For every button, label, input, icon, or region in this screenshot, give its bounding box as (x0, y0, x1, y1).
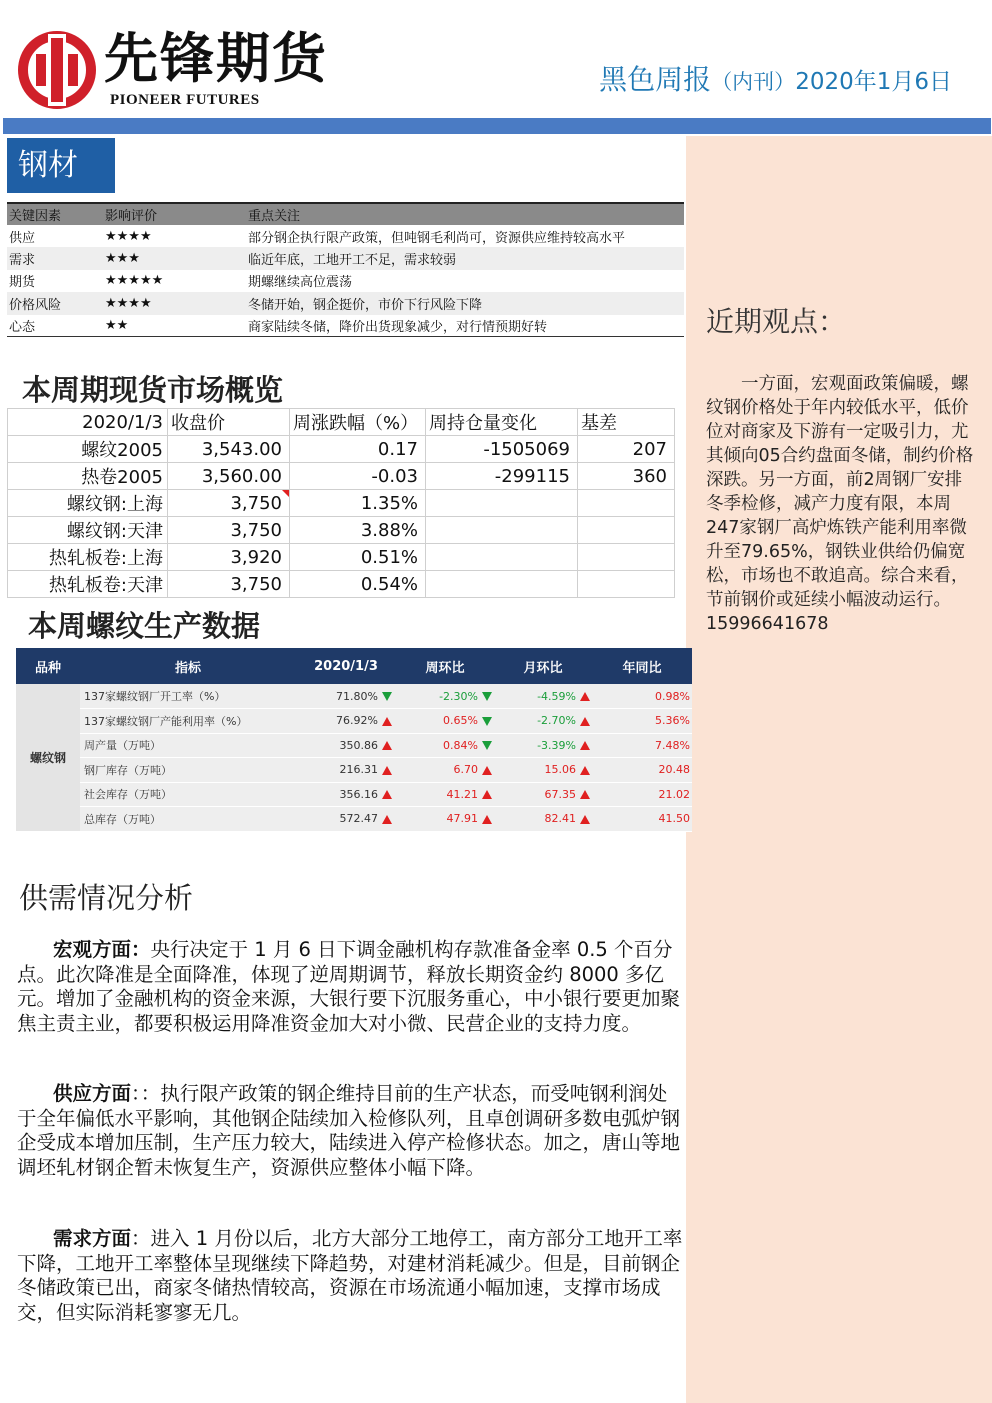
indicator-cell: 137家螺纹钢厂产能利用率（%） (80, 709, 296, 734)
value-text: 350.86 (339, 738, 378, 752)
sidebar-text-body: 一方面，宏观面政策偏暖，螺纹钢价格处于年内较低水平，低价位对商家及下游有一定吸引力，尤其倾向05合约盘面冬储，制约价格深跌。另一方面，前2周钢厂安排冬季检修，减产力度有限，本周247家钢厂高炉炼铁产能利用率微升至79.65%，钢铁业供给仍偏宽松，市场也不敢追高。综合来看，节前钢价或延续小幅波动运行。15996641678 (706, 374, 974, 634)
basis-cell (578, 517, 675, 544)
wow-text: 6.70 (453, 763, 478, 777)
table-header-cell: 周涨跌幅（%） (290, 409, 426, 436)
arrow-down-icon (382, 692, 392, 701)
wow-text: 0.84% (443, 738, 478, 752)
yoy-cell: 7.48% (592, 733, 692, 758)
arrow-up-icon (482, 790, 492, 799)
wow-cell (396, 807, 494, 832)
factor-cell: 心态 (7, 315, 103, 337)
demand-paragraph (17, 1227, 683, 1325)
value-cell (296, 733, 396, 758)
change-cell: 1.35% (290, 490, 426, 517)
report-title-sub: （内刊） (711, 70, 796, 94)
table-row (16, 782, 692, 807)
sidebar-title: 近期观点： (706, 305, 847, 338)
value-text: 216.31 (339, 763, 378, 777)
mom-cell (494, 733, 592, 758)
rating-cell: ★★★★ (103, 292, 246, 314)
production-header-row (16, 648, 692, 684)
table-row (8, 571, 675, 598)
yoy-cell: 21.02 (592, 782, 692, 807)
arrow-up-icon (580, 766, 590, 775)
focus-cell: 部分钢企执行限产政策，但吨钢毛利尚可，资源供应维持较高水平 (248, 230, 626, 246)
basis-cell: 360 (578, 463, 675, 490)
wow-text: 41.21 (446, 787, 478, 801)
section-tag: 钢材 (7, 138, 115, 193)
wow-text: 0.65% (443, 714, 478, 728)
table-row (16, 684, 692, 709)
rating-cell: ★★★★★ (105, 273, 164, 289)
arrow-up-icon (482, 815, 492, 824)
wow-cell (396, 733, 494, 758)
arrow-up-icon (482, 766, 492, 775)
header-divider-bar (3, 118, 991, 134)
wow-cell (396, 709, 494, 734)
arrow-up-icon (580, 815, 590, 824)
contract-name-cell: 螺纹钢:天津 (8, 517, 168, 544)
table-header-cell: 收盘价 (168, 409, 290, 436)
close-price-cell: 3,560.00 (168, 463, 290, 490)
arrow-up-icon (382, 717, 392, 726)
wow-text: 47.91 (446, 812, 478, 826)
table-header-cell: 指标 (80, 648, 296, 684)
value-text: 76.92% (336, 714, 378, 728)
table-row (8, 436, 675, 463)
table-header-cell: 2020/1/3 (8, 409, 168, 436)
table-row (8, 544, 675, 571)
rating-cell: ★★★★ (105, 228, 152, 244)
macro-label: 宏观方面： (53, 938, 151, 961)
arrow-up-icon (580, 717, 590, 726)
factor-cell: 期货 (9, 275, 36, 291)
value-text: 356.16 (339, 787, 378, 801)
value-text: 71.80% (336, 689, 378, 703)
report-title-main: 黑色周报 (599, 63, 712, 96)
change-cell: 0.51% (290, 544, 426, 571)
table-row (7, 247, 684, 269)
indicator-cell: 137家螺纹钢厂开工率（%） (80, 684, 296, 709)
mom-text: -4.59% (537, 689, 576, 703)
market-header-row (8, 409, 675, 436)
focus-cell: 商家陆续冬储，降价出货现象减少，对行情预期好转 (246, 315, 684, 337)
indicator-cell: 社会库存（万吨） (80, 782, 296, 807)
table-row (7, 292, 684, 314)
supply-text: ：：执行限产政策的钢企维持目前的生产状态，而受吨钢利润处于全年偏低水平影响，其他钢企陆续加入检修队列，且卓创调研多数电弧炉钢企受成本增加压制，生产压力较大，陆续进入停产检修状态。加之，唐山等地调坯轧材钢企暂未恢复生产，资源供应整体小幅下降。 (17, 1082, 681, 1179)
arrow-up-icon (580, 741, 590, 750)
value-cell (296, 782, 396, 807)
sidebar-text (706, 372, 978, 636)
yoy-cell: 20.48 (592, 758, 692, 783)
indicator-cell: 总库存（万吨） (80, 807, 296, 832)
table-row (7, 225, 684, 247)
yoy-cell: 5.36% (592, 709, 692, 734)
factor-cell: 需求 (7, 247, 103, 269)
macro-paragraph (17, 938, 683, 1036)
mom-text: -2.70% (537, 714, 576, 728)
table-row (7, 315, 684, 337)
close-price-cell: 3,750 (168, 571, 290, 598)
mom-text: 15.06 (544, 763, 576, 777)
mom-text: 67.35 (544, 787, 576, 801)
basis-cell (578, 544, 675, 571)
table-row (16, 733, 692, 758)
arrow-up-icon (382, 741, 392, 750)
table-row (8, 463, 675, 490)
contract-name-cell: 螺纹2005 (8, 436, 168, 463)
key-factors-header-row (7, 203, 684, 225)
yoy-cell: 0.98% (592, 684, 692, 709)
arrow-up-icon (382, 815, 392, 824)
mom-cell (494, 758, 592, 783)
demand-label: 需求方面 (53, 1227, 132, 1250)
contract-name-cell: 热卷2005 (8, 463, 168, 490)
contract-name-cell: 热轧板卷:上海 (8, 544, 168, 571)
open-interest-cell: -1505069 (426, 436, 578, 463)
brand-name-cn: 先锋期货 (104, 26, 328, 90)
mom-text: 82.41 (544, 812, 576, 826)
wow-cell (396, 758, 494, 783)
table-header-cell: 周环比 (396, 648, 494, 684)
market-overview-table (7, 408, 675, 598)
production-title: 本周螺纹生产数据 (28, 609, 261, 643)
production-table-body (16, 684, 692, 831)
value-cell (296, 758, 396, 783)
table-row (16, 709, 692, 734)
yoy-cell: 41.50 (592, 807, 692, 832)
change-cell: 0.54% (290, 571, 426, 598)
mom-text: -3.39% (537, 738, 576, 752)
arrow-up-icon (382, 766, 392, 775)
report-title (599, 62, 952, 100)
open-interest-cell (426, 571, 578, 598)
key-factors-table (7, 202, 684, 337)
mom-cell (494, 709, 592, 734)
focus-cell: 临近年底，工地开工不足，需求较弱 (246, 247, 684, 269)
open-interest-cell: -299115 (426, 463, 578, 490)
supply-label: 供应方面 (53, 1082, 132, 1105)
basis-cell (578, 490, 675, 517)
report-date: 2020年1月6日 (795, 69, 952, 95)
brand-name-en: PIONEER FUTURES (110, 92, 260, 108)
table-header-cell: 周持仓量变化 (426, 409, 578, 436)
table-row (7, 270, 684, 292)
indicator-cell: 周产量（万吨） (80, 733, 296, 758)
table-header-cell: 关键因素 (7, 203, 103, 225)
table-header-cell: 影响评价 (103, 203, 246, 225)
category-cell: 螺纹钢 (16, 684, 80, 831)
macro-text: 央行决定于 1 月 6 日下调金融机构存款准备金率 0.5 个百分点。此次降准是全面降准，体现了逆周期调节，释放长期资金约 8000 多亿元。增加了金融机构的资金来源，大银行要下沉服务重心，中小银行要更加聚焦主责主业，都要积极运用降准资金加大对小微、民营企业的支持力度。 (17, 938, 681, 1035)
arrow-up-icon (382, 790, 392, 799)
focus-cell: 冬储开始，钢企挺价，市价下行风险下降 (246, 292, 684, 314)
value-cell (296, 684, 396, 709)
wow-cell (396, 684, 494, 709)
value-text: 572.47 (339, 812, 378, 826)
table-row (16, 758, 692, 783)
rating-cell: ★★★ (103, 247, 246, 269)
rating-cell: ★★ (103, 315, 246, 337)
mom-cell (494, 807, 592, 832)
demand-text: ：进入 1 月份以后，北方大部分工地停工，南方部分工地开工率下降，工地开工率整体呈现继续下降趋势，对建材消耗减少。但是，目前钢企冬储政策已出，商家冬储热情较高，资源在市场流通小幅加速，支撑市场成交，但实际消耗寥寥无几。 (17, 1227, 683, 1324)
value-cell (296, 709, 396, 734)
table-row (8, 490, 675, 517)
table-header-cell: 重点关注 (246, 203, 684, 225)
contract-name-cell: 螺纹钢:上海 (8, 490, 168, 517)
indicator-cell: 钢厂库存（万吨） (80, 758, 296, 783)
table-row (8, 517, 675, 544)
arrow-up-icon (580, 790, 590, 799)
mom-cell (494, 684, 592, 709)
table-header-cell: 月环比 (494, 648, 592, 684)
mom-cell (494, 782, 592, 807)
open-interest-cell (426, 490, 578, 517)
arrow-down-icon (482, 692, 492, 701)
change-cell: 0.17 (290, 436, 426, 463)
arrow-up-icon (580, 692, 590, 701)
supply-paragraph (17, 1082, 683, 1180)
close-price-cell: 3,750 (168, 490, 290, 517)
factor-cell: 供应 (9, 230, 36, 246)
close-price-cell: 3,750 (168, 517, 290, 544)
contract-name-cell: 热轧板卷:天津 (8, 571, 168, 598)
value-cell (296, 807, 396, 832)
basis-cell: 207 (578, 436, 675, 463)
table-header-cell: 基差 (578, 409, 675, 436)
close-price-cell: 3,920 (168, 544, 290, 571)
basis-cell (578, 571, 675, 598)
focus-cell: 期螺继续高位震荡 (248, 275, 353, 291)
change-cell: 3.88% (290, 517, 426, 544)
arrow-down-icon (482, 741, 492, 750)
wow-text: -2.30% (439, 689, 478, 703)
production-table (16, 648, 692, 832)
table-row (16, 807, 692, 832)
table-header-cell: 2020/1/3 (296, 648, 396, 684)
open-interest-cell (426, 517, 578, 544)
arrow-down-icon (482, 717, 492, 726)
open-interest-cell (426, 544, 578, 571)
close-price-cell: 3,543.00 (168, 436, 290, 463)
change-cell: -0.03 (290, 463, 426, 490)
analysis-title: 供需情况分析 (19, 881, 194, 915)
table-header-cell: 品种 (16, 648, 80, 684)
market-overview-title: 本周期现货市场概览 (22, 373, 284, 407)
pioneer-logo-icon (18, 28, 96, 112)
table-header-cell: 年同比 (592, 648, 692, 684)
factor-cell: 价格风险 (7, 292, 103, 314)
wow-cell (396, 782, 494, 807)
